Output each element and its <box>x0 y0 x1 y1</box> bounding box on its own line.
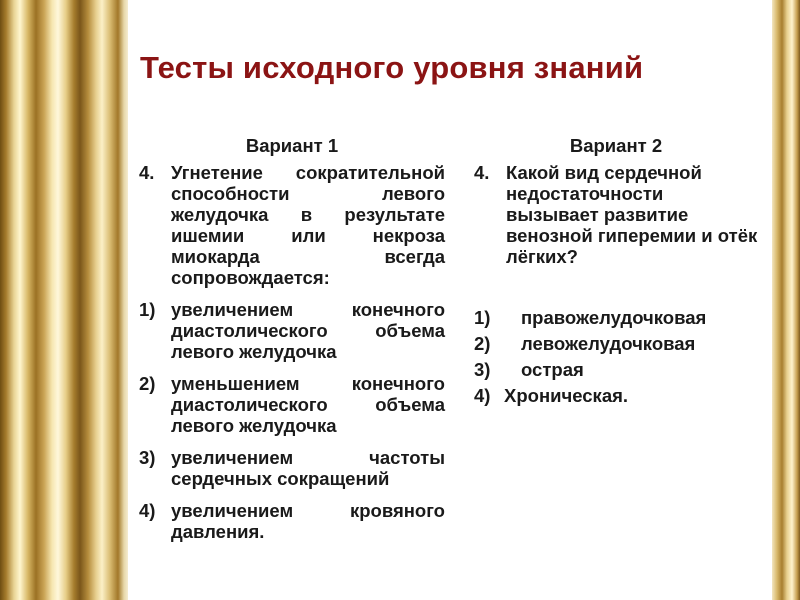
variant-1-heading: Вариант 1 <box>245 135 339 156</box>
variant-2-option-1 <box>474 307 758 328</box>
option-text: увеличением конечного диастолического объема левого желудочка <box>171 299 445 362</box>
variant-2-column <box>474 135 758 411</box>
left-column-decoration <box>0 0 128 600</box>
variant-2-heading: Вариант 2 <box>569 135 663 156</box>
option-number: 1) <box>139 299 156 320</box>
question-number: 4. <box>139 162 155 183</box>
variant-2-option-4 <box>474 385 758 406</box>
question-number: 4. <box>474 162 490 183</box>
option-number: 4) <box>139 500 156 521</box>
option-text: увеличением частоты сердечных сокращений <box>171 447 445 489</box>
option-number: 3) <box>139 447 156 468</box>
question-text: Угнетение сократительной способности левого желудочка в результате ишемии или некроза миокарда всегда сопровождается: <box>171 162 445 288</box>
variant-1-option-2 <box>139 373 445 436</box>
right-column-decoration <box>772 0 800 600</box>
slide-title: Тесты исходного уровня знаний <box>140 50 644 85</box>
option-number: 2) <box>139 373 156 394</box>
option-text: увеличением кровяного давления. <box>171 500 445 542</box>
option-text: левожелудочковая <box>521 333 696 354</box>
option-number: 3) <box>474 359 491 380</box>
variant-1-option-3 <box>139 447 445 489</box>
variant-1-option-1 <box>139 299 445 362</box>
option-text: уменьшением конечного диастолического объема левого желудочка <box>171 373 445 436</box>
option-text: Хроническая. <box>504 385 629 406</box>
variant-2-question <box>474 162 758 267</box>
option-number: 4) <box>474 385 491 406</box>
option-number: 2) <box>474 333 491 354</box>
option-number: 1) <box>474 307 491 328</box>
variant-2-option-3 <box>474 359 758 380</box>
variant-1-column <box>139 135 445 553</box>
option-text: правожелудочковая <box>521 307 707 328</box>
variant-1-option-4 <box>139 500 445 542</box>
option-text: острая <box>521 359 584 380</box>
variant-2-option-2 <box>474 333 758 354</box>
variant-1-question <box>139 162 445 288</box>
question-text: Какой вид сердечной недостаточности вызывает развитие венозной гиперемии и отёк лёгких? <box>506 162 758 267</box>
